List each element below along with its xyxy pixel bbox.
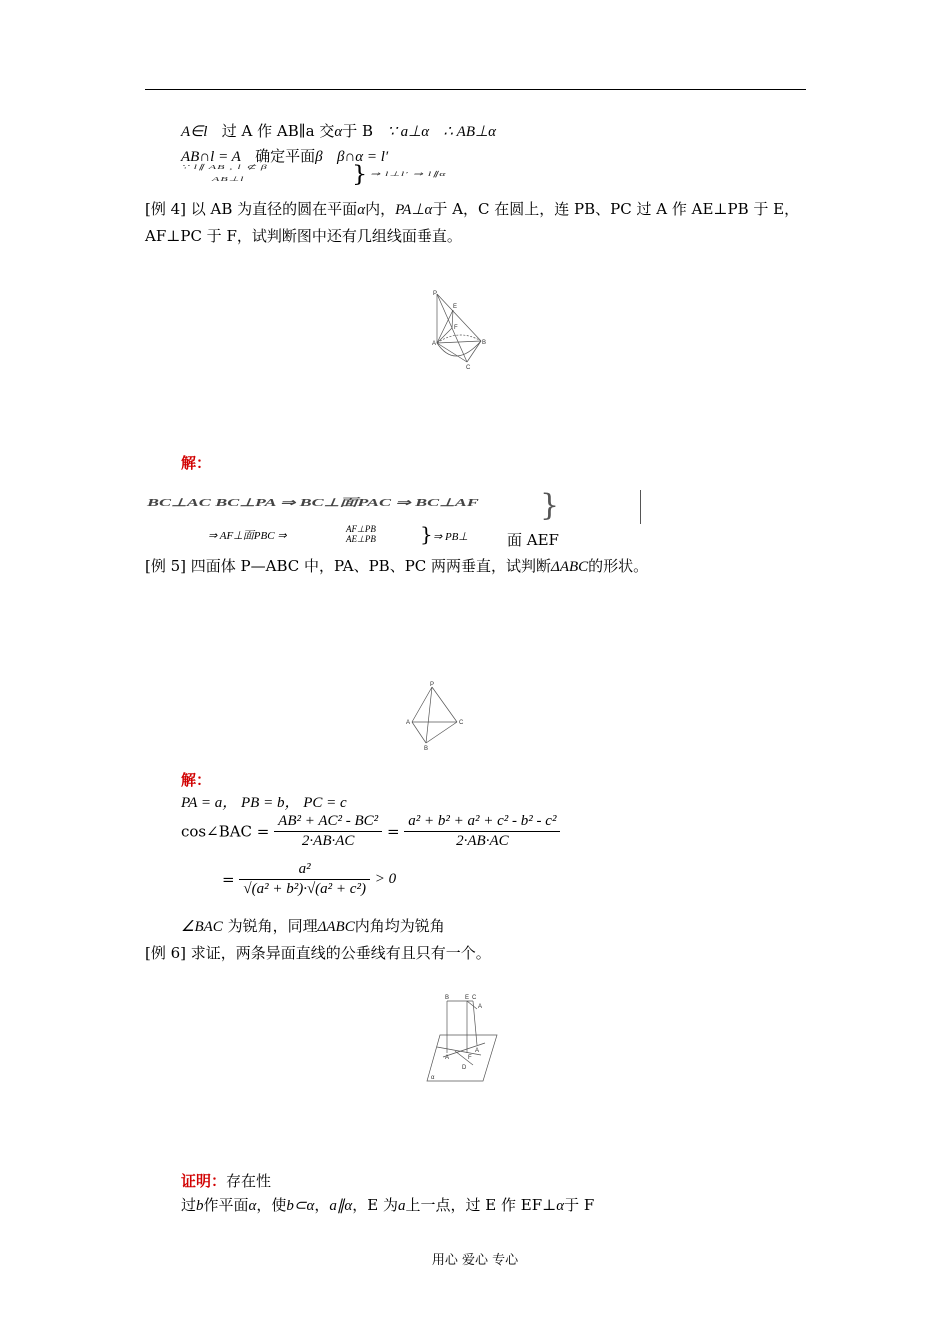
label-p: P (430, 682, 435, 688)
math-b: b (196, 1198, 204, 1214)
proof-line-1 (181, 120, 496, 141)
frac-denominator: 2·AB·AC (301, 833, 355, 849)
proof-text: 于 F (564, 1196, 595, 1214)
label-e: E (465, 995, 470, 1001)
figure-example-5 (405, 682, 465, 754)
example-4-statement (145, 196, 807, 249)
proof-text: 过 A 作 AB∥a 交 (221, 122, 335, 140)
garbled-formula-tail: ⇒ l⊥l′ ⇒ l∥α (370, 170, 447, 178)
example-text: 于 A，C 在圆上，连 PB、PC 过 A 作 AE⊥PB 于 E，AF⊥PC 于 F，试判断图中还有几组线面垂直。 (145, 200, 800, 245)
simplified-equation (222, 861, 396, 898)
solution-line-2 (208, 527, 287, 543)
math-beta-cap-alpha: β∩α = l′ (336, 149, 389, 165)
stack-bottom: AE⊥PB (346, 534, 376, 544)
proof-text: ，E 为 (352, 1196, 398, 1214)
math-alpha: α (248, 1198, 257, 1214)
label-f: F (468, 1055, 472, 1061)
proof-text: ，使 (256, 1196, 287, 1214)
frac-numerator: a² (239, 861, 370, 880)
math-triangle-abc: ΔABC (317, 919, 355, 935)
math-a-perp-alpha: ∵ a⊥α (387, 124, 430, 140)
proof-header-6 (181, 1170, 271, 1191)
fraction-simplified (239, 861, 370, 898)
example-6-statement: [例 6] 求证，两条异面直线的公垂线有且只有一个。 (145, 944, 491, 962)
figure-example-6 (425, 993, 497, 1085)
garbled-solution-line: BC⊥AC BC⊥PA ⇒ BC⊥面PAC ⇒ BC⊥AF (147, 496, 479, 509)
header-rule (145, 89, 806, 90)
label-p: P (433, 291, 438, 297)
bracket-bar (640, 490, 641, 524)
example-text: [例 4] 以 AB 为直径的圆在平面 (145, 200, 358, 218)
math-alpha: α (556, 1198, 565, 1214)
label-a: A (478, 1004, 483, 1010)
fraction-expanded (404, 813, 560, 850)
solution-label-4: 解： (181, 454, 212, 472)
conclusion-text: 内角均为锐角 (354, 917, 445, 935)
math-alpha: α (334, 124, 343, 140)
givens (181, 791, 347, 812)
fraction-law-of-cosines (274, 813, 382, 850)
label-b: B (482, 340, 487, 346)
plane-aef: 面 AEF (507, 531, 559, 549)
math-a-parallel-alpha: a∥α (329, 1198, 353, 1214)
proof-subtitle: 存在性 (226, 1172, 272, 1190)
label-f: F (454, 325, 458, 331)
garbled-formula-row-1: ∵ l∥ AB , l ⊄ β (181, 163, 268, 171)
label-a-prime: A (445, 1055, 450, 1061)
math-ab-cap-l: AB∩l = A (181, 149, 241, 165)
cos-equation (181, 813, 560, 850)
example-text: 的形状。 (588, 557, 649, 575)
frac-numerator: a² + b² + a² + c² - b² - c² (404, 813, 560, 832)
math-a: a (397, 1198, 406, 1214)
label-e: E (453, 304, 458, 310)
math-triangle-abc: ΔABC (551, 559, 589, 575)
conclusion-text: 为锐角，同理 (227, 917, 318, 935)
greater-than-zero: > 0 (374, 871, 397, 887)
label-b: B (445, 995, 450, 1001)
solution-label-5: 解： (181, 771, 212, 789)
label-a-second: A (475, 1048, 480, 1054)
given-pa: PA = a， (181, 795, 238, 811)
math-angle-bac: ∠BAC (181, 919, 223, 935)
figure-example-4 (425, 288, 495, 373)
proof-text: 作平面 (203, 1196, 249, 1214)
brace: } (540, 488, 560, 523)
proof-text: 于 B (342, 122, 374, 140)
example-5-statement (145, 553, 807, 580)
stack-top: AF⊥PB (346, 524, 376, 534)
label-a: A (432, 341, 437, 347)
example-text: [例 5] 四面体 P—ABC 中，PA、PB、PC 两两垂直，试判断 (145, 557, 552, 575)
frac-denominator: √(a² + b²)·√(a² + c²) (243, 881, 366, 897)
frac-numerator: AB² + AC² - BC² (274, 813, 382, 832)
equals-sign: = (222, 870, 235, 889)
math-a-in-l: A∈l (181, 124, 208, 140)
garbled-formula-row-2: AB⊥l (212, 175, 245, 183)
math-pb-perp: ⇒ PB⊥ (433, 531, 468, 543)
given-pc: PC = c (303, 795, 347, 811)
proof-text: 上一点，过 E 作 EF⊥ (405, 1196, 557, 1214)
label-c: C (466, 365, 471, 371)
label-c: C (472, 995, 477, 1001)
math-implies: ⇒ AF⊥面PBC ⇒ (208, 530, 287, 542)
page-footer: 用心 爱心 专心 (431, 1253, 519, 1268)
math-pa-perp-alpha: PA⊥α (395, 202, 433, 218)
conclusion-5 (181, 915, 445, 936)
example-text: 内， (365, 200, 396, 218)
brace: } (352, 160, 368, 188)
stacked-conditions (346, 524, 376, 544)
label-alpha: α (431, 1075, 435, 1081)
cos-label: cos∠BAC = (181, 822, 270, 841)
proof-label: 证明： (181, 1172, 227, 1190)
label-c: C (459, 720, 464, 726)
label-b: B (424, 746, 429, 752)
proof-text: ， (314, 1196, 330, 1214)
math-b-subset-alpha: b⊂α (286, 1198, 315, 1214)
proof-text: 确定平面 (255, 147, 316, 165)
proof-line-6 (181, 1194, 594, 1215)
label-a: A (406, 720, 411, 726)
equals-sign: = (386, 822, 400, 841)
given-pb: PB = b， (241, 795, 300, 811)
math-beta: β (315, 149, 323, 165)
math-alpha: α (357, 202, 366, 218)
math-ab-perp-alpha: ∴ AB⊥α (443, 124, 496, 140)
label-d: D (462, 1065, 467, 1071)
proof-text: 过 (181, 1196, 197, 1214)
frac-denominator: 2·AB·AC (456, 833, 509, 849)
brace: } (420, 522, 433, 546)
